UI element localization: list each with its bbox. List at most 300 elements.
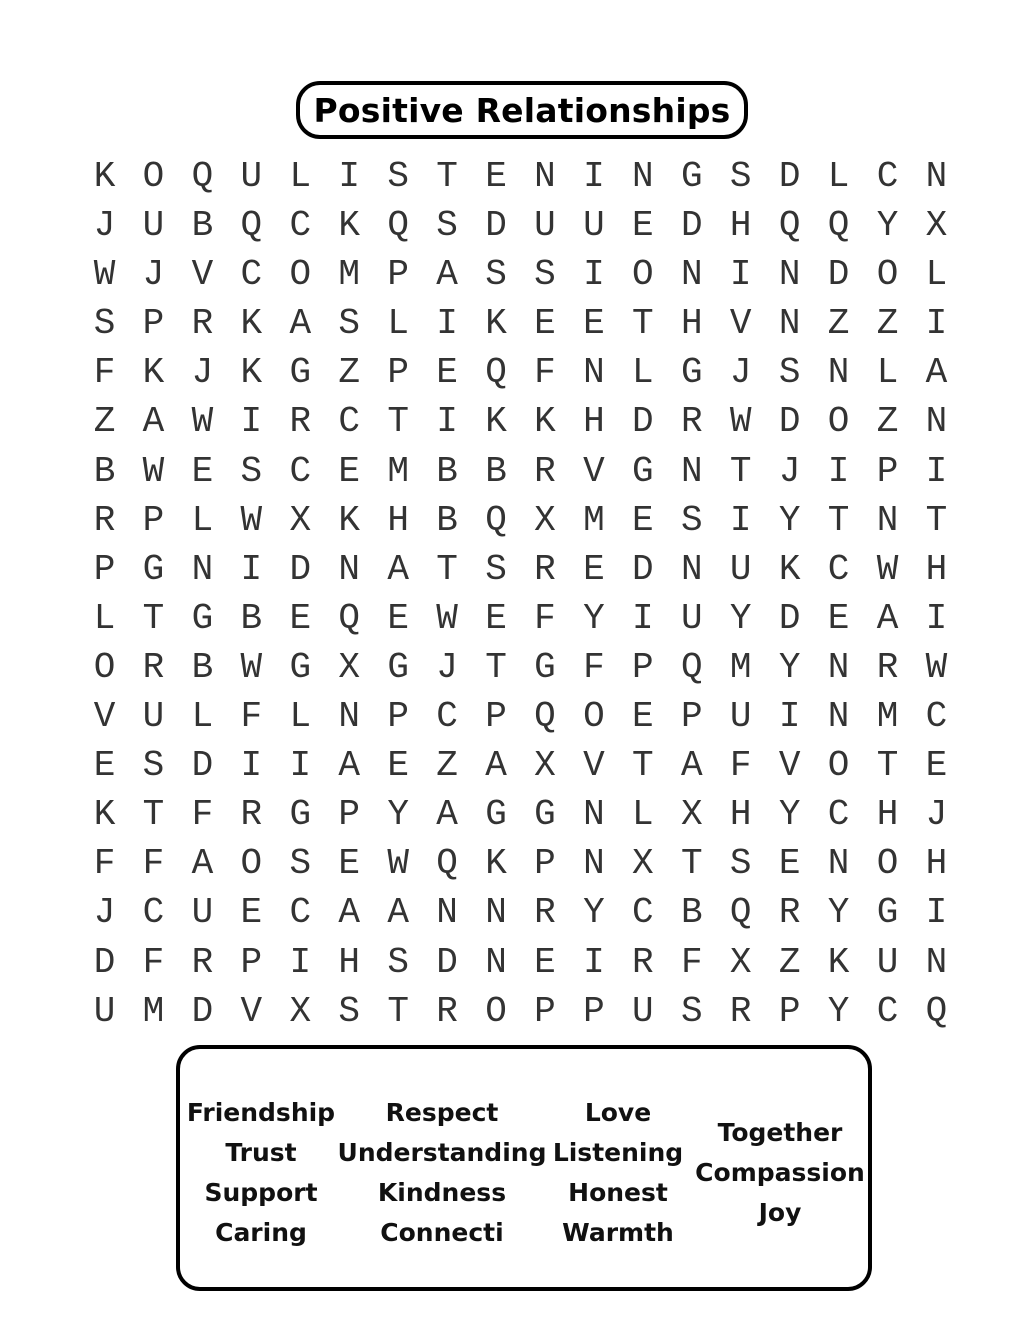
grid-cell[interactable]: T xyxy=(142,794,165,836)
grid-cell[interactable]: U xyxy=(142,696,165,738)
grid-cell[interactable]: J xyxy=(778,450,801,492)
grid-cell[interactable]: S xyxy=(534,254,556,296)
grid-cell[interactable]: R xyxy=(729,990,752,1032)
grid-cell[interactable]: T xyxy=(925,499,948,541)
grid-cell[interactable]: C xyxy=(289,450,312,492)
grid-cell[interactable]: W xyxy=(142,450,165,492)
grid-cell[interactable]: N xyxy=(778,303,801,345)
grid-cell[interactable]: E xyxy=(485,156,507,197)
grid-cell[interactable]: F xyxy=(729,745,752,787)
grid-cell[interactable]: L xyxy=(289,696,312,738)
grid-cell[interactable]: R xyxy=(778,892,801,934)
grid-cell[interactable]: E xyxy=(387,745,409,787)
grid-cell[interactable]: I xyxy=(240,401,263,443)
grid-cell[interactable]: K xyxy=(240,303,263,345)
grid-cell[interactable]: I xyxy=(778,696,801,738)
grid-cell[interactable]: Q xyxy=(387,205,409,247)
grid-cell[interactable]: D xyxy=(778,401,801,443)
grid-cell[interactable]: E xyxy=(925,745,948,787)
grid-cell[interactable]: U xyxy=(632,990,654,1032)
grid-cell[interactable]: F xyxy=(534,352,556,394)
grid-cell[interactable]: J xyxy=(93,892,116,934)
grid-cell[interactable]: Z xyxy=(338,352,360,394)
grid-cell[interactable]: F xyxy=(142,941,165,983)
grid-cell[interactable]: N xyxy=(827,352,850,394)
grid-cell[interactable]: G xyxy=(680,352,703,394)
grid-cell[interactable]: B xyxy=(680,892,703,934)
grid-cell[interactable]: R xyxy=(93,499,116,541)
grid-cell[interactable]: D xyxy=(93,941,116,983)
grid-cell[interactable]: L xyxy=(191,499,214,541)
grid-cell[interactable]: H xyxy=(680,303,703,345)
grid-cell[interactable]: F xyxy=(680,941,703,983)
grid-cell[interactable]: X xyxy=(680,794,703,836)
grid-cell[interactable]: D xyxy=(436,941,458,983)
grid-cell[interactable]: M xyxy=(387,450,409,492)
grid-cell[interactable]: A xyxy=(338,745,360,787)
grid-cell[interactable]: B xyxy=(240,597,263,639)
grid-cell[interactable]: Q xyxy=(485,352,507,394)
grid-cell[interactable]: Y xyxy=(778,794,801,836)
grid-cell[interactable]: M xyxy=(876,696,899,738)
grid-cell[interactable]: H xyxy=(729,794,752,836)
grid-cell[interactable]: E xyxy=(338,843,360,885)
grid-cell[interactable]: Z xyxy=(93,401,116,443)
grid-cell[interactable]: P xyxy=(93,548,116,590)
grid-cell[interactable]: G xyxy=(289,794,312,836)
grid-cell[interactable]: D xyxy=(680,205,703,247)
grid-cell[interactable]: K xyxy=(142,352,165,394)
grid-cell[interactable]: D xyxy=(778,597,801,639)
grid-cell[interactable]: K xyxy=(338,205,360,247)
grid-cell[interactable]: G xyxy=(632,450,654,492)
grid-cell[interactable]: C xyxy=(827,548,850,590)
grid-cell[interactable]: V xyxy=(778,745,801,787)
grid-cell[interactable]: C xyxy=(876,990,899,1032)
grid-cell[interactable]: V xyxy=(729,303,752,345)
grid-cell[interactable]: I xyxy=(729,254,752,296)
grid-cell[interactable]: D xyxy=(289,548,312,590)
grid-cell[interactable]: C xyxy=(925,696,948,738)
grid-cell[interactable]: K xyxy=(240,352,263,394)
grid-cell[interactable]: U xyxy=(93,990,116,1032)
grid-cell[interactable]: U xyxy=(534,205,556,247)
grid-cell[interactable]: N xyxy=(876,499,899,541)
grid-cell[interactable]: G xyxy=(289,352,312,394)
grid-cell[interactable]: S xyxy=(485,548,507,590)
grid-cell[interactable]: Q xyxy=(925,990,948,1032)
grid-cell[interactable]: Z xyxy=(827,303,850,345)
grid-cell[interactable]: Z xyxy=(876,303,899,345)
grid-cell[interactable]: P xyxy=(534,843,556,885)
grid-cell[interactable]: B xyxy=(436,499,458,541)
grid-cell[interactable]: E xyxy=(338,450,360,492)
grid-cell[interactable]: E xyxy=(632,696,654,738)
grid-cell[interactable]: E xyxy=(436,352,458,394)
grid-cell[interactable]: W xyxy=(436,597,458,639)
grid-cell[interactable]: R xyxy=(436,990,458,1032)
grid-cell[interactable]: B xyxy=(485,450,507,492)
grid-cell[interactable]: E xyxy=(240,892,263,934)
grid-cell[interactable]: B xyxy=(436,450,458,492)
grid-cell[interactable]: K xyxy=(93,794,116,836)
grid-cell[interactable]: I xyxy=(583,254,605,296)
grid-cell[interactable]: C xyxy=(876,156,899,197)
grid-cell[interactable]: R xyxy=(240,794,263,836)
grid-cell[interactable]: T xyxy=(729,450,752,492)
grid-cell[interactable]: T xyxy=(827,499,850,541)
grid-cell[interactable]: S xyxy=(680,990,703,1032)
grid-cell[interactable]: A xyxy=(142,401,165,443)
grid-cell[interactable]: S xyxy=(338,990,360,1032)
grid-cell[interactable]: I xyxy=(827,450,850,492)
grid-cell[interactable]: X xyxy=(632,843,654,885)
grid-cell[interactable]: N xyxy=(338,548,360,590)
grid-cell[interactable]: R xyxy=(876,646,899,688)
grid-cell[interactable]: Q xyxy=(729,892,752,934)
grid-cell[interactable]: S xyxy=(729,156,752,197)
grid-cell[interactable]: A xyxy=(680,745,703,787)
grid-cell[interactable]: W xyxy=(876,548,899,590)
grid-cell[interactable]: S xyxy=(485,254,507,296)
grid-cell[interactable]: E xyxy=(583,548,605,590)
grid-cell[interactable]: N xyxy=(534,156,556,197)
grid-cell[interactable]: R xyxy=(191,303,214,345)
grid-cell[interactable]: O xyxy=(583,696,605,738)
grid-cell[interactable]: U xyxy=(680,597,703,639)
grid-cell[interactable]: Q xyxy=(680,646,703,688)
grid-cell[interactable]: P xyxy=(632,646,654,688)
grid-cell[interactable]: W xyxy=(240,646,263,688)
grid-cell[interactable]: N xyxy=(583,794,605,836)
grid-cell[interactable]: U xyxy=(729,548,752,590)
grid-cell[interactable]: W xyxy=(925,646,948,688)
grid-cell[interactable]: E xyxy=(632,205,654,247)
grid-cell[interactable]: L xyxy=(632,794,654,836)
grid-cell[interactable]: W xyxy=(191,401,214,443)
grid-cell[interactable]: G xyxy=(534,646,556,688)
grid-cell[interactable]: H xyxy=(583,401,605,443)
grid-cell[interactable]: P xyxy=(876,450,899,492)
grid-cell[interactable]: U xyxy=(876,941,899,983)
grid-cell[interactable]: C xyxy=(289,892,312,934)
grid-cell[interactable]: G xyxy=(387,646,409,688)
grid-cell[interactable]: E xyxy=(289,597,312,639)
grid-cell[interactable]: E xyxy=(534,303,556,345)
grid-cell[interactable]: U xyxy=(191,892,214,934)
grid-cell[interactable]: W xyxy=(93,254,116,296)
grid-cell[interactable]: B xyxy=(93,450,116,492)
grid-cell[interactable]: O xyxy=(142,156,165,197)
grid-cell[interactable]: D xyxy=(632,548,654,590)
grid-cell[interactable]: Y xyxy=(778,646,801,688)
grid-cell[interactable]: Y xyxy=(876,205,899,247)
grid-cell[interactable]: S xyxy=(387,156,409,197)
grid-cell[interactable]: G xyxy=(289,646,312,688)
grid-cell[interactable]: V xyxy=(583,745,605,787)
grid-cell[interactable]: N xyxy=(191,548,214,590)
grid-cell[interactable]: I xyxy=(583,941,605,983)
grid-cell[interactable]: P xyxy=(240,941,263,983)
grid-cell[interactable]: K xyxy=(485,303,507,345)
grid-cell[interactable]: O xyxy=(876,843,899,885)
grid-cell[interactable]: E xyxy=(93,745,116,787)
grid-cell[interactable]: P xyxy=(534,990,556,1032)
grid-cell[interactable]: V xyxy=(583,450,605,492)
grid-cell[interactable]: V xyxy=(93,696,116,738)
grid-cell[interactable]: E xyxy=(534,941,556,983)
grid-cell[interactable]: O xyxy=(876,254,899,296)
grid-cell[interactable]: N xyxy=(925,401,948,443)
grid-cell[interactable]: Q xyxy=(436,843,458,885)
grid-cell[interactable]: X xyxy=(925,205,948,247)
grid-cell[interactable]: J xyxy=(436,646,458,688)
grid-cell[interactable]: I xyxy=(289,745,312,787)
grid-cell[interactable]: H xyxy=(876,794,899,836)
grid-cell[interactable]: R xyxy=(534,450,556,492)
grid-cell[interactable]: L xyxy=(93,597,116,639)
grid-cell[interactable]: W xyxy=(240,499,263,541)
grid-cell[interactable]: L xyxy=(387,303,409,345)
grid-cell[interactable]: X xyxy=(534,745,556,787)
grid-cell[interactable]: X xyxy=(289,499,312,541)
grid-cell[interactable]: K xyxy=(827,941,850,983)
grid-cell[interactable]: M xyxy=(583,499,605,541)
grid-cell[interactable]: N xyxy=(680,450,703,492)
grid-cell[interactable]: D xyxy=(827,254,850,296)
grid-cell[interactable]: T xyxy=(485,646,507,688)
grid-cell[interactable]: N xyxy=(925,156,948,197)
grid-cell[interactable]: Q xyxy=(338,597,360,639)
grid-cell[interactable]: C xyxy=(338,401,360,443)
grid-cell[interactable]: X xyxy=(289,990,312,1032)
grid-cell[interactable]: J xyxy=(925,794,948,836)
grid-cell[interactable]: N xyxy=(925,941,948,983)
grid-cell[interactable]: N xyxy=(583,843,605,885)
grid-cell[interactable]: E xyxy=(583,303,605,345)
grid-cell[interactable]: D xyxy=(778,156,801,197)
grid-cell[interactable]: C xyxy=(827,794,850,836)
grid-cell[interactable]: P xyxy=(485,696,507,738)
grid-cell[interactable]: I xyxy=(925,597,948,639)
grid-cell[interactable]: U xyxy=(583,205,605,247)
grid-cell[interactable]: S xyxy=(729,843,752,885)
grid-cell[interactable]: O xyxy=(827,745,850,787)
grid-cell[interactable]: Y xyxy=(729,597,752,639)
grid-cell[interactable]: P xyxy=(142,303,165,345)
grid-cell[interactable]: Q xyxy=(778,205,801,247)
grid-cell[interactable]: S xyxy=(93,303,116,345)
grid-cell[interactable]: V xyxy=(191,254,214,296)
grid-cell[interactable]: Z xyxy=(436,745,458,787)
grid-cell[interactable]: T xyxy=(876,745,899,787)
grid-cell[interactable]: U xyxy=(142,205,165,247)
grid-cell[interactable]: I xyxy=(925,892,948,934)
grid-cell[interactable]: E xyxy=(191,450,214,492)
grid-cell[interactable]: T xyxy=(387,401,409,443)
grid-cell[interactable]: G xyxy=(142,548,165,590)
grid-cell[interactable]: A xyxy=(387,548,409,590)
grid-cell[interactable]: I xyxy=(729,499,752,541)
grid-cell[interactable]: J xyxy=(729,352,752,394)
grid-cell[interactable]: G xyxy=(485,794,507,836)
grid-cell[interactable]: R xyxy=(142,646,165,688)
grid-cell[interactable]: P xyxy=(338,794,360,836)
grid-cell[interactable]: I xyxy=(289,941,312,983)
grid-cell[interactable]: I xyxy=(925,303,948,345)
grid-cell[interactable]: L xyxy=(876,352,899,394)
grid-cell[interactable]: N xyxy=(583,352,605,394)
grid-cell[interactable]: R xyxy=(534,892,556,934)
grid-cell[interactable]: N xyxy=(485,892,507,934)
grid-cell[interactable]: T xyxy=(142,597,165,639)
grid-cell[interactable]: I xyxy=(338,156,360,197)
grid-cell[interactable]: Y xyxy=(583,597,605,639)
grid-cell[interactable]: R xyxy=(289,401,312,443)
grid-cell[interactable]: Z xyxy=(876,401,899,443)
grid-cell[interactable]: E xyxy=(387,597,409,639)
grid-cell[interactable]: E xyxy=(632,499,654,541)
grid-cell[interactable]: F xyxy=(583,646,605,688)
grid-cell[interactable]: W xyxy=(729,401,752,443)
grid-cell[interactable]: H xyxy=(338,941,360,983)
grid-cell[interactable]: T xyxy=(680,843,703,885)
grid-cell[interactable]: P xyxy=(778,990,801,1032)
grid-cell[interactable]: U xyxy=(240,156,263,197)
grid-cell[interactable]: A xyxy=(925,352,948,394)
grid-cell[interactable]: P xyxy=(387,254,409,296)
grid-cell[interactable]: B xyxy=(191,646,214,688)
grid-cell[interactable]: E xyxy=(778,843,801,885)
grid-cell[interactable]: A xyxy=(436,254,458,296)
grid-cell[interactable]: R xyxy=(632,941,654,983)
grid-cell[interactable]: N xyxy=(680,548,703,590)
grid-cell[interactable]: V xyxy=(240,990,263,1032)
grid-cell[interactable]: A xyxy=(338,892,360,934)
grid-cell[interactable]: O xyxy=(289,254,312,296)
grid-cell[interactable]: Q xyxy=(534,696,556,738)
grid-cell[interactable]: P xyxy=(387,696,409,738)
grid-cell[interactable]: C xyxy=(240,254,263,296)
grid-cell[interactable]: S xyxy=(338,303,360,345)
grid-cell[interactable]: G xyxy=(534,794,556,836)
grid-cell[interactable]: J xyxy=(93,205,116,247)
grid-cell[interactable]: Y xyxy=(827,990,850,1032)
grid-cell[interactable]: S xyxy=(142,745,165,787)
grid-cell[interactable]: K xyxy=(778,548,801,590)
grid-cell[interactable]: T xyxy=(632,303,654,345)
grid-cell[interactable]: L xyxy=(827,156,850,197)
grid-cell[interactable]: N xyxy=(778,254,801,296)
grid-cell[interactable]: Z xyxy=(778,941,801,983)
grid-cell[interactable]: N xyxy=(827,843,850,885)
grid-cell[interactable]: I xyxy=(925,450,948,492)
grid-cell[interactable]: C xyxy=(289,205,312,247)
grid-cell[interactable]: K xyxy=(93,156,116,197)
grid-cell[interactable]: A xyxy=(191,843,214,885)
grid-cell[interactable]: O xyxy=(827,401,850,443)
grid-cell[interactable]: D xyxy=(191,990,214,1032)
grid-cell[interactable]: L xyxy=(191,696,214,738)
grid-cell[interactable]: F xyxy=(93,843,116,885)
grid-cell[interactable]: Q xyxy=(827,205,850,247)
grid-cell[interactable]: B xyxy=(191,205,214,247)
grid-cell[interactable]: K xyxy=(534,401,556,443)
grid-cell[interactable]: R xyxy=(680,401,703,443)
grid-cell[interactable]: F xyxy=(240,696,263,738)
grid-cell[interactable]: I xyxy=(583,156,605,197)
grid-cell[interactable]: T xyxy=(632,745,654,787)
grid-cell[interactable]: M xyxy=(729,646,752,688)
grid-cell[interactable]: G xyxy=(876,892,899,934)
grid-cell[interactable]: R xyxy=(191,941,214,983)
grid-cell[interactable]: I xyxy=(632,597,654,639)
grid-cell[interactable]: S xyxy=(778,352,801,394)
grid-cell[interactable]: O xyxy=(485,990,507,1032)
grid-cell[interactable]: K xyxy=(485,843,507,885)
grid-cell[interactable]: Y xyxy=(778,499,801,541)
grid-cell[interactable]: Q xyxy=(485,499,507,541)
grid-cell[interactable]: P xyxy=(142,499,165,541)
grid-cell[interactable]: X xyxy=(534,499,556,541)
grid-cell[interactable]: I xyxy=(436,401,458,443)
grid-cell[interactable]: H xyxy=(925,843,948,885)
grid-cell[interactable]: J xyxy=(191,352,214,394)
grid-cell[interactable]: N xyxy=(827,646,850,688)
grid-cell[interactable]: N xyxy=(827,696,850,738)
grid-cell[interactable]: T xyxy=(436,548,458,590)
grid-cell[interactable]: N xyxy=(680,254,703,296)
grid-cell[interactable]: D xyxy=(191,745,214,787)
grid-cell[interactable]: N xyxy=(338,696,360,738)
grid-cell[interactable]: C xyxy=(436,696,458,738)
grid-cell[interactable]: I xyxy=(436,303,458,345)
grid-cell[interactable]: W xyxy=(387,843,409,885)
grid-cell[interactable]: S xyxy=(436,205,458,247)
grid-cell[interactable]: Y xyxy=(827,892,850,934)
grid-cell[interactable]: Q xyxy=(191,156,214,197)
grid-cell[interactable]: G xyxy=(191,597,214,639)
grid-cell[interactable]: S xyxy=(680,499,703,541)
grid-cell[interactable]: N xyxy=(436,892,458,934)
grid-cell[interactable]: I xyxy=(240,548,263,590)
grid-cell[interactable]: N xyxy=(632,156,654,197)
grid-cell[interactable]: F xyxy=(142,843,165,885)
grid-cell[interactable]: K xyxy=(485,401,507,443)
grid-cell[interactable]: Q xyxy=(240,205,263,247)
grid-cell[interactable]: Y xyxy=(387,794,409,836)
grid-cell[interactable]: U xyxy=(729,696,752,738)
grid-cell[interactable]: H xyxy=(387,499,409,541)
grid-cell[interactable]: H xyxy=(925,548,948,590)
grid-cell[interactable]: P xyxy=(387,352,409,394)
grid-cell[interactable]: X xyxy=(338,646,360,688)
grid-cell[interactable]: Y xyxy=(583,892,605,934)
grid-cell[interactable]: C xyxy=(632,892,654,934)
grid-cell[interactable]: A xyxy=(387,892,409,934)
grid-cell[interactable]: P xyxy=(680,696,703,738)
grid-cell[interactable]: F xyxy=(191,794,214,836)
grid-cell[interactable]: G xyxy=(680,156,703,197)
grid-cell[interactable]: F xyxy=(534,597,556,639)
grid-cell[interactable]: M xyxy=(338,254,360,296)
grid-cell[interactable]: R xyxy=(534,548,556,590)
grid-cell[interactable]: A xyxy=(876,597,899,639)
grid-cell[interactable]: S xyxy=(387,941,409,983)
grid-cell[interactable]: K xyxy=(338,499,360,541)
grid-cell[interactable]: L xyxy=(289,156,312,197)
grid-cell[interactable]: O xyxy=(93,646,116,688)
